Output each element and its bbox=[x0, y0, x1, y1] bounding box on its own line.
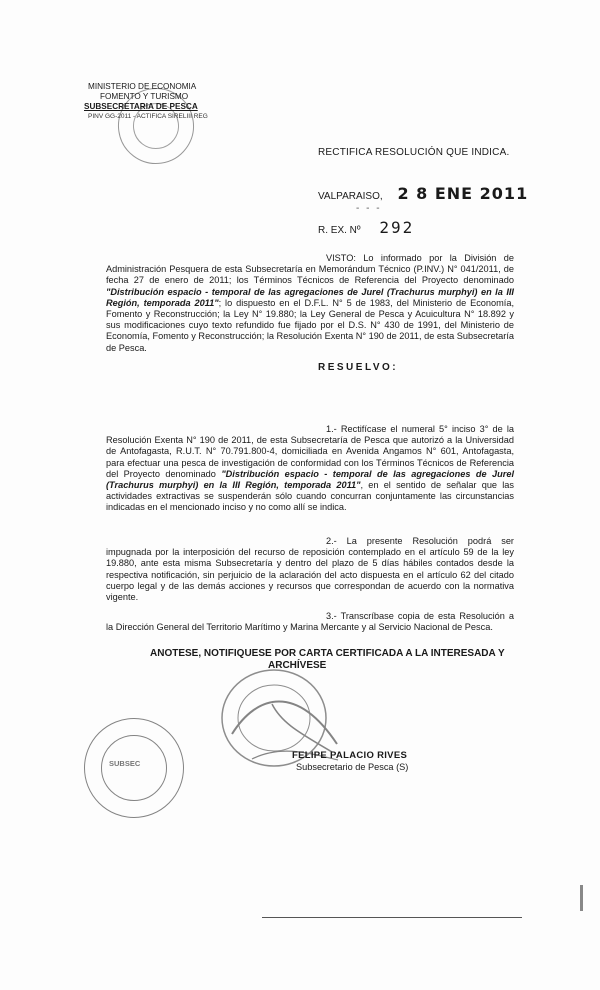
visto-text-2: ; lo dispuesto en el D.F.L. N° 5 de 1983, del Ministerio de Economía, Fomento y Reconstrucción; la Ley N° 19.880; la Ley General de Pesca y Acuicultura N° 18.892 y sus modificaciones cuyo texto refundido fue fijado por el D.S. N° 430 de 1991, del Ministerio de Economía, Fomento y Reconstrucción; la Resolución Exenta N° 190 de 2011, de esta Subsecretaría de Pesca. bbox=[106, 297, 515, 353]
res3-text: 3.- Transcríbase copia de esta Resolución a la Dirección General del Territorio Marítimo y Marina Mercante y al Servicio Nacional de Pesca. bbox=[106, 611, 514, 633]
resolution-item-1 bbox=[106, 424, 514, 514]
res1-text-1: 1.- Rectifícase el numeral 5° inciso 3° de la Resolución Exenta N° 190 de 2011, de esta Subsecretaría de Pesca que autorizó a la Universidad de Antofagasta, R.U.T. N° 70.791.800-4, domiciliada en Avenida Angamos N° 601, Antofagasta, para efectuar una pesca de investigación de conformidad con los Términos Técnicos de Referencia del Proyecto denominado bbox=[106, 424, 514, 479]
date-stamp: 2 8 ENE 2011 bbox=[397, 184, 529, 203]
letterhead-division: FOMENTO Y TURISMO bbox=[100, 92, 189, 101]
letterhead-reference: PINV GG-2011 - ACTIFICA SIRELIII REG bbox=[88, 113, 208, 120]
res2-text: 2.- La presente Resolución podrá ser impugnada por la interposición del recurso de reposición contemplado en el artículo 59 de la ley 19.880, ante esta misma Subsecretaría y dentro del plazo de 5 días hábiles contados desde la respectiva notificación, sin perjuicio de la aclaración del acto dispuesta en el artículo 62 del citado cuerpo legal y de las demás acciones y recursos que correspondan de acuerdo con la normativa vigente. bbox=[106, 536, 514, 603]
rex-label: R. EX. Nº bbox=[318, 225, 361, 236]
closing-line-1: ANOTESE, NOTIFIQUESE POR CARTA CERTIFICADA A LA INTERESADA Y bbox=[150, 648, 505, 659]
letterhead-ministry: MINISTERIO DE ECONOMIA bbox=[88, 82, 197, 91]
res1-text-2: , en el sentido de señalar que las actividades extractivas se suspenderán sólo cuando concurran conjuntamente las circunstancias indicadas en el mencionado inciso y no como allí se indica. bbox=[106, 480, 514, 513]
letterhead-subsecretaria: SUBSECRETARIA DE PESCA bbox=[84, 102, 198, 111]
signer-name: FELIPE PALACIO RIVES bbox=[292, 750, 408, 761]
resolution-item-3 bbox=[106, 611, 514, 633]
resolution-item-2 bbox=[106, 536, 514, 603]
place-label: VALPARAISO, bbox=[318, 191, 383, 202]
divider-dashes: - - - bbox=[356, 203, 382, 214]
stamp-text: SUBSEC bbox=[109, 759, 141, 768]
letterhead bbox=[80, 82, 280, 122]
margin-mark bbox=[580, 885, 583, 911]
signer-title: Subsecretario de Pesca (S) bbox=[296, 762, 409, 772]
visto-text-1: Lo informado por la División de Administración Pesquera de esta Subsecretaría en Memorándum Técnico (P.INV.) N° 041/2011, de fecha 27 de enero de 2011; los Términos Técnicos de Referencia del Proyecto denominado bbox=[106, 253, 514, 286]
resolution-number bbox=[318, 218, 414, 237]
visto-project-name: "Distribución espacio - temporal de las agregaciones de Jurel (Trachurus murphyi) en la III Región, temporada 2011" bbox=[106, 286, 514, 308]
res1-project-name: "Distribución espacio - temporal de las agregaciones de Jurel (Trachurus murphyi) en la III Región, temporada 2011" bbox=[106, 468, 514, 491]
place-date bbox=[318, 184, 528, 203]
ministry-seal-stamp bbox=[84, 718, 184, 818]
footer-divider bbox=[262, 917, 522, 918]
document-title: RECTIFICA RESOLUCIÓN QUE INDICA. bbox=[318, 147, 510, 158]
rex-number: 292 bbox=[379, 218, 415, 237]
closing-line-2: ARCHÍVESE bbox=[268, 660, 327, 671]
visto-lead: VISTO: bbox=[326, 253, 356, 263]
visto-paragraph bbox=[106, 253, 514, 354]
resuelvo-heading: RESUELVO: bbox=[318, 362, 399, 373]
